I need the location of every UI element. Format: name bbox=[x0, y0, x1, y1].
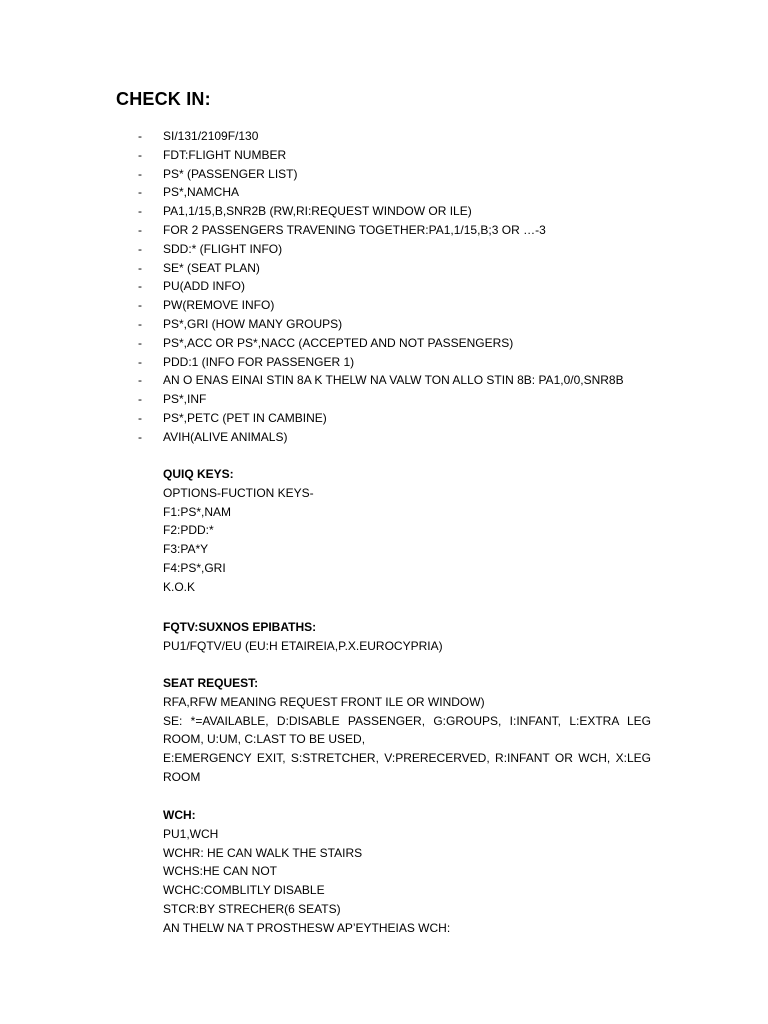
list-item bbox=[138, 221, 624, 240]
list-item-text: AN O ENAS EINAI STIN 8A K THELW NA VALW TON ALLO STIN 8B: PA1,0/0,SNR8B bbox=[163, 373, 624, 388]
page-title: CHECK IN: bbox=[116, 89, 211, 109]
section-line: K.O.K bbox=[163, 579, 196, 594]
bullet-marker: - bbox=[138, 166, 142, 181]
bullet-marker: - bbox=[138, 354, 142, 369]
list-item-text: PS*,INF bbox=[163, 392, 207, 407]
bullet-marker: - bbox=[138, 241, 142, 256]
list-item bbox=[138, 240, 624, 259]
list-item-text: SE* (SEAT PLAN) bbox=[163, 260, 260, 275]
section-line: STCR:BY STRECHER(6 SEATS) bbox=[163, 901, 341, 916]
list-item bbox=[138, 127, 624, 146]
list-item bbox=[138, 353, 624, 372]
list-item-text: PS*,ACC OR PS*,NACC (ACCEPTED AND NOT PASSENGERS) bbox=[163, 335, 514, 350]
list-item-text: PU(ADD INFO) bbox=[163, 279, 245, 294]
fqtv-section bbox=[163, 618, 651, 656]
list-item-text: PA1,1/15,B,SNR2B (RW,RI:REQUEST WINDOW OR ILE) bbox=[163, 204, 472, 219]
section-line: F1:PS*,NAM bbox=[163, 504, 232, 519]
bullet-marker: - bbox=[138, 316, 142, 331]
bullet-marker: - bbox=[138, 279, 142, 294]
bullet-marker: - bbox=[138, 335, 142, 350]
list-item bbox=[138, 334, 624, 353]
section-line: AN THELW NA T PROSTHESW AP’EYTHEIAS WCH: bbox=[163, 920, 451, 935]
list-item bbox=[138, 277, 624, 296]
bullet-marker: - bbox=[138, 185, 142, 200]
list-item-text: SDD:* (FLIGHT INFO) bbox=[163, 241, 283, 256]
list-item bbox=[138, 371, 624, 390]
section-paragraph: SE: *=AVAILABLE, D:DISABLE PASSENGER, G:GROUPS, I:INFANT, L:EXTRA LEG ROOM, U:UM, C:LAST TO BE USED, bbox=[163, 713, 651, 747]
list-item-text: PS*,NAMCHA bbox=[163, 185, 240, 200]
section-line: F3:PA*Y bbox=[163, 542, 209, 557]
list-item bbox=[138, 202, 624, 221]
list-item bbox=[138, 428, 624, 447]
section-heading: FQTV:SUXNOS EPIBATHS: bbox=[163, 620, 317, 634]
list-item bbox=[138, 315, 624, 334]
section-line: PU1/FQTV/EU (EU:H ETAIREIA,P.X.EUROCYPRIA) bbox=[163, 638, 443, 653]
section-line: RFA,RFW MEANING REQUEST FRONT ILE OR WINDOW) bbox=[163, 694, 485, 709]
section-line: OPTIONS-FUCTION KEYS- bbox=[163, 485, 314, 500]
bullet-marker: - bbox=[138, 222, 142, 237]
section-heading: QUIQ KEYS: bbox=[163, 467, 234, 481]
list-item bbox=[138, 183, 624, 202]
bullet-marker: - bbox=[138, 373, 142, 388]
list-item bbox=[138, 146, 624, 165]
list-item bbox=[138, 296, 624, 315]
section-paragraph: E:EMERGENCY EXIT, S:STRETCHER, V:PRERECERVED, R:INFANT OR WCH, X:LEG ROOM bbox=[163, 751, 651, 784]
bullet-marker: - bbox=[138, 392, 142, 407]
section-heading: SEAT REQUEST: bbox=[163, 676, 259, 690]
list-item bbox=[138, 390, 624, 409]
list-item-text: PW(REMOVE INFO) bbox=[163, 298, 275, 313]
seat-request-section bbox=[163, 674, 651, 787]
section-line: WCHC:COMBLITLY DISABLE bbox=[163, 883, 325, 898]
list-item bbox=[138, 409, 624, 428]
list-item-text: PS* (PASSENGER LIST) bbox=[163, 166, 298, 181]
list-item-text: SI/131/2109F/130 bbox=[163, 129, 259, 143]
list-item-text: AVIH(ALIVE ANIMALS) bbox=[163, 429, 288, 444]
command-list bbox=[138, 127, 624, 447]
section-line: PU1,WCH bbox=[163, 826, 219, 841]
list-item-text: PS*,PETC (PET IN CAMBINE) bbox=[163, 410, 327, 425]
bullet-marker: - bbox=[138, 260, 142, 275]
list-item bbox=[138, 259, 624, 278]
section-line: F4:PS*,GRI bbox=[163, 560, 226, 575]
section-line: WCHR: HE CAN WALK THE STAIRS bbox=[163, 845, 363, 860]
section-heading: WCH: bbox=[163, 808, 196, 822]
list-item-text: PDD:1 (INFO FOR PASSENGER 1) bbox=[163, 354, 355, 369]
quiq-keys-section bbox=[163, 465, 651, 597]
bullet-marker: - bbox=[138, 298, 142, 313]
section-line: F2:PDD:* bbox=[163, 523, 214, 538]
section-line: WCHS:HE CAN NOT bbox=[163, 864, 277, 879]
bullet-marker: - bbox=[138, 204, 142, 219]
list-item bbox=[138, 165, 624, 184]
bullet-marker: - bbox=[138, 410, 142, 425]
bullet-marker: - bbox=[138, 147, 142, 162]
list-item-text: PS*,GRI (HOW MANY GROUPS) bbox=[163, 316, 343, 331]
wch-section bbox=[163, 806, 651, 938]
list-item-text: FOR 2 PASSENGERS TRAVENING TOGETHER:PA1,1/15,B;3 OR …-3 bbox=[163, 222, 546, 237]
bullet-marker: - bbox=[138, 429, 142, 444]
bullet-marker: - bbox=[138, 129, 142, 143]
list-item-text: FDT:FLIGHT NUMBER bbox=[163, 147, 287, 162]
